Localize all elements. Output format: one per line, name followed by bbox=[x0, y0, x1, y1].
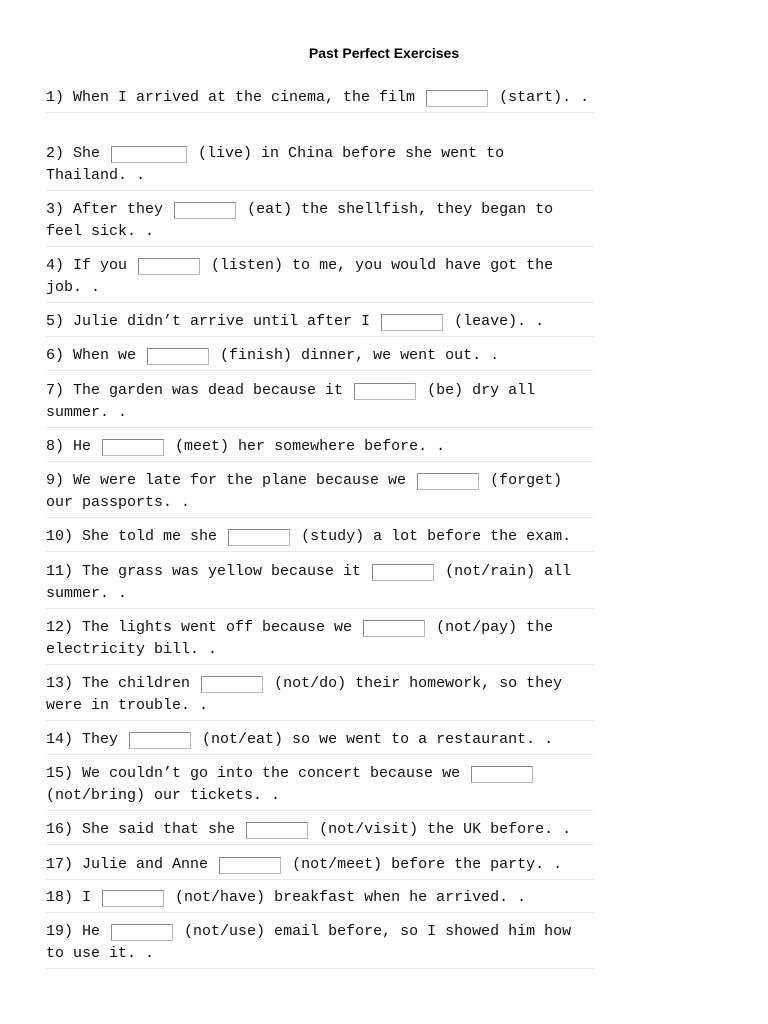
exercise-item bbox=[46, 311, 594, 337]
sentence-end: (meet) her somewhere before. . bbox=[175, 438, 446, 455]
sentence-start: 15) We couldn’t go into the concert because we bbox=[46, 765, 461, 782]
answer-input[interactable] bbox=[417, 473, 479, 490]
sentence-end: (not/meet) before the party. . bbox=[292, 856, 563, 873]
exercise-item bbox=[46, 143, 594, 191]
answer-input[interactable] bbox=[246, 822, 308, 839]
answer-input[interactable] bbox=[363, 620, 425, 637]
sentence-start: 14) They bbox=[46, 731, 119, 748]
page-title: Past Perfect Exercises bbox=[308, 45, 460, 61]
exercise-item bbox=[46, 617, 594, 665]
answer-input[interactable] bbox=[111, 924, 173, 941]
sentence-end: (not/have) breakfast when he arrived. . bbox=[175, 889, 527, 906]
sentence-end: (not/rain) all summer. . bbox=[46, 563, 572, 602]
sentence-end: (not/bring) our tickets. . bbox=[46, 787, 281, 804]
exercise-item bbox=[46, 436, 594, 462]
sentence-start: 19) He bbox=[46, 923, 101, 940]
exercise-item bbox=[46, 380, 594, 428]
exercise-item bbox=[46, 921, 594, 969]
answer-input[interactable] bbox=[111, 146, 187, 163]
exercise-item bbox=[46, 255, 594, 303]
sentence-end: (not/use) email before, so I showed him how to use it. . bbox=[46, 923, 572, 962]
answer-input[interactable] bbox=[174, 202, 236, 219]
sentence-end: (not/pay) the electricity bill. . bbox=[46, 619, 554, 658]
sentence-end: (listen) to me, you would have got the job. . bbox=[46, 257, 554, 296]
sentence-end: (finish) dinner, we went out. . bbox=[220, 347, 500, 364]
answer-input[interactable] bbox=[471, 766, 533, 783]
answer-input[interactable] bbox=[147, 348, 209, 365]
sentence-end: (be) dry all summer. . bbox=[46, 382, 536, 421]
exercise-item bbox=[46, 470, 594, 518]
sentence-start: 5) Julie didn’t arrive until after I bbox=[46, 313, 371, 330]
sentence-start: 3) After they bbox=[46, 201, 164, 218]
sentence-end: (forget) our passports. . bbox=[46, 472, 563, 511]
answer-input[interactable] bbox=[201, 676, 263, 693]
answer-input[interactable] bbox=[426, 90, 488, 107]
sentence-start: 7) The garden was dead because it bbox=[46, 382, 344, 399]
sentence-end: (not/eat) so we went to a restaurant. . bbox=[202, 731, 554, 748]
sentence-start: 8) He bbox=[46, 438, 92, 455]
sentence-start: 9) We were late for the plane because we bbox=[46, 472, 407, 489]
exercise-item bbox=[46, 673, 594, 721]
answer-input[interactable] bbox=[228, 529, 290, 546]
exercise-item bbox=[46, 199, 594, 247]
sentence-start: 4) If you bbox=[46, 257, 128, 274]
exercise-item bbox=[46, 819, 594, 845]
sentence-start: 12) The lights went off because we bbox=[46, 619, 353, 636]
answer-input[interactable] bbox=[138, 258, 200, 275]
sentence-end: (leave). . bbox=[454, 313, 545, 330]
sentence-start: 18) I bbox=[46, 889, 92, 906]
sentence-start: 17) Julie and Anne bbox=[46, 856, 209, 873]
sentence-start: 10) She told me she bbox=[46, 528, 218, 545]
exercise-item bbox=[46, 87, 594, 113]
sentence-start: 11) The grass was yellow because it bbox=[46, 563, 362, 580]
exercise-item bbox=[46, 763, 594, 811]
answer-input[interactable] bbox=[219, 857, 281, 874]
exercise-item bbox=[46, 345, 594, 371]
sentence-end: (not/visit) the UK before. . bbox=[319, 821, 572, 838]
sentence-start: 13) The children bbox=[46, 675, 191, 692]
exercise-item bbox=[46, 729, 594, 755]
sentence-end: (start). . bbox=[499, 89, 590, 106]
exercise-item bbox=[46, 561, 594, 609]
answer-input[interactable] bbox=[129, 732, 191, 749]
sentence-start: 16) She said that she bbox=[46, 821, 236, 838]
sentence-end: (study) a lot before the exam. bbox=[301, 528, 572, 545]
answer-input[interactable] bbox=[372, 564, 434, 581]
answer-input[interactable] bbox=[354, 383, 416, 400]
sentence-start: 2) She bbox=[46, 145, 101, 162]
answer-input[interactable] bbox=[102, 890, 164, 907]
exercise-item bbox=[46, 887, 594, 913]
exercise-item bbox=[46, 854, 594, 880]
answer-input[interactable] bbox=[381, 314, 443, 331]
exercise-item bbox=[46, 526, 594, 552]
sentence-end: (not/do) their homework, so they were in trouble. . bbox=[46, 675, 563, 714]
sentence-start: 1) When I arrived at the cinema, the film bbox=[46, 89, 416, 106]
answer-input[interactable] bbox=[102, 439, 164, 456]
sentence-end: (live) in China before she went to Thailand. . bbox=[46, 145, 505, 184]
sentence-end: (eat) the shellfish, they began to feel sick. . bbox=[46, 201, 554, 240]
sentence-start: 6) When we bbox=[46, 347, 137, 364]
